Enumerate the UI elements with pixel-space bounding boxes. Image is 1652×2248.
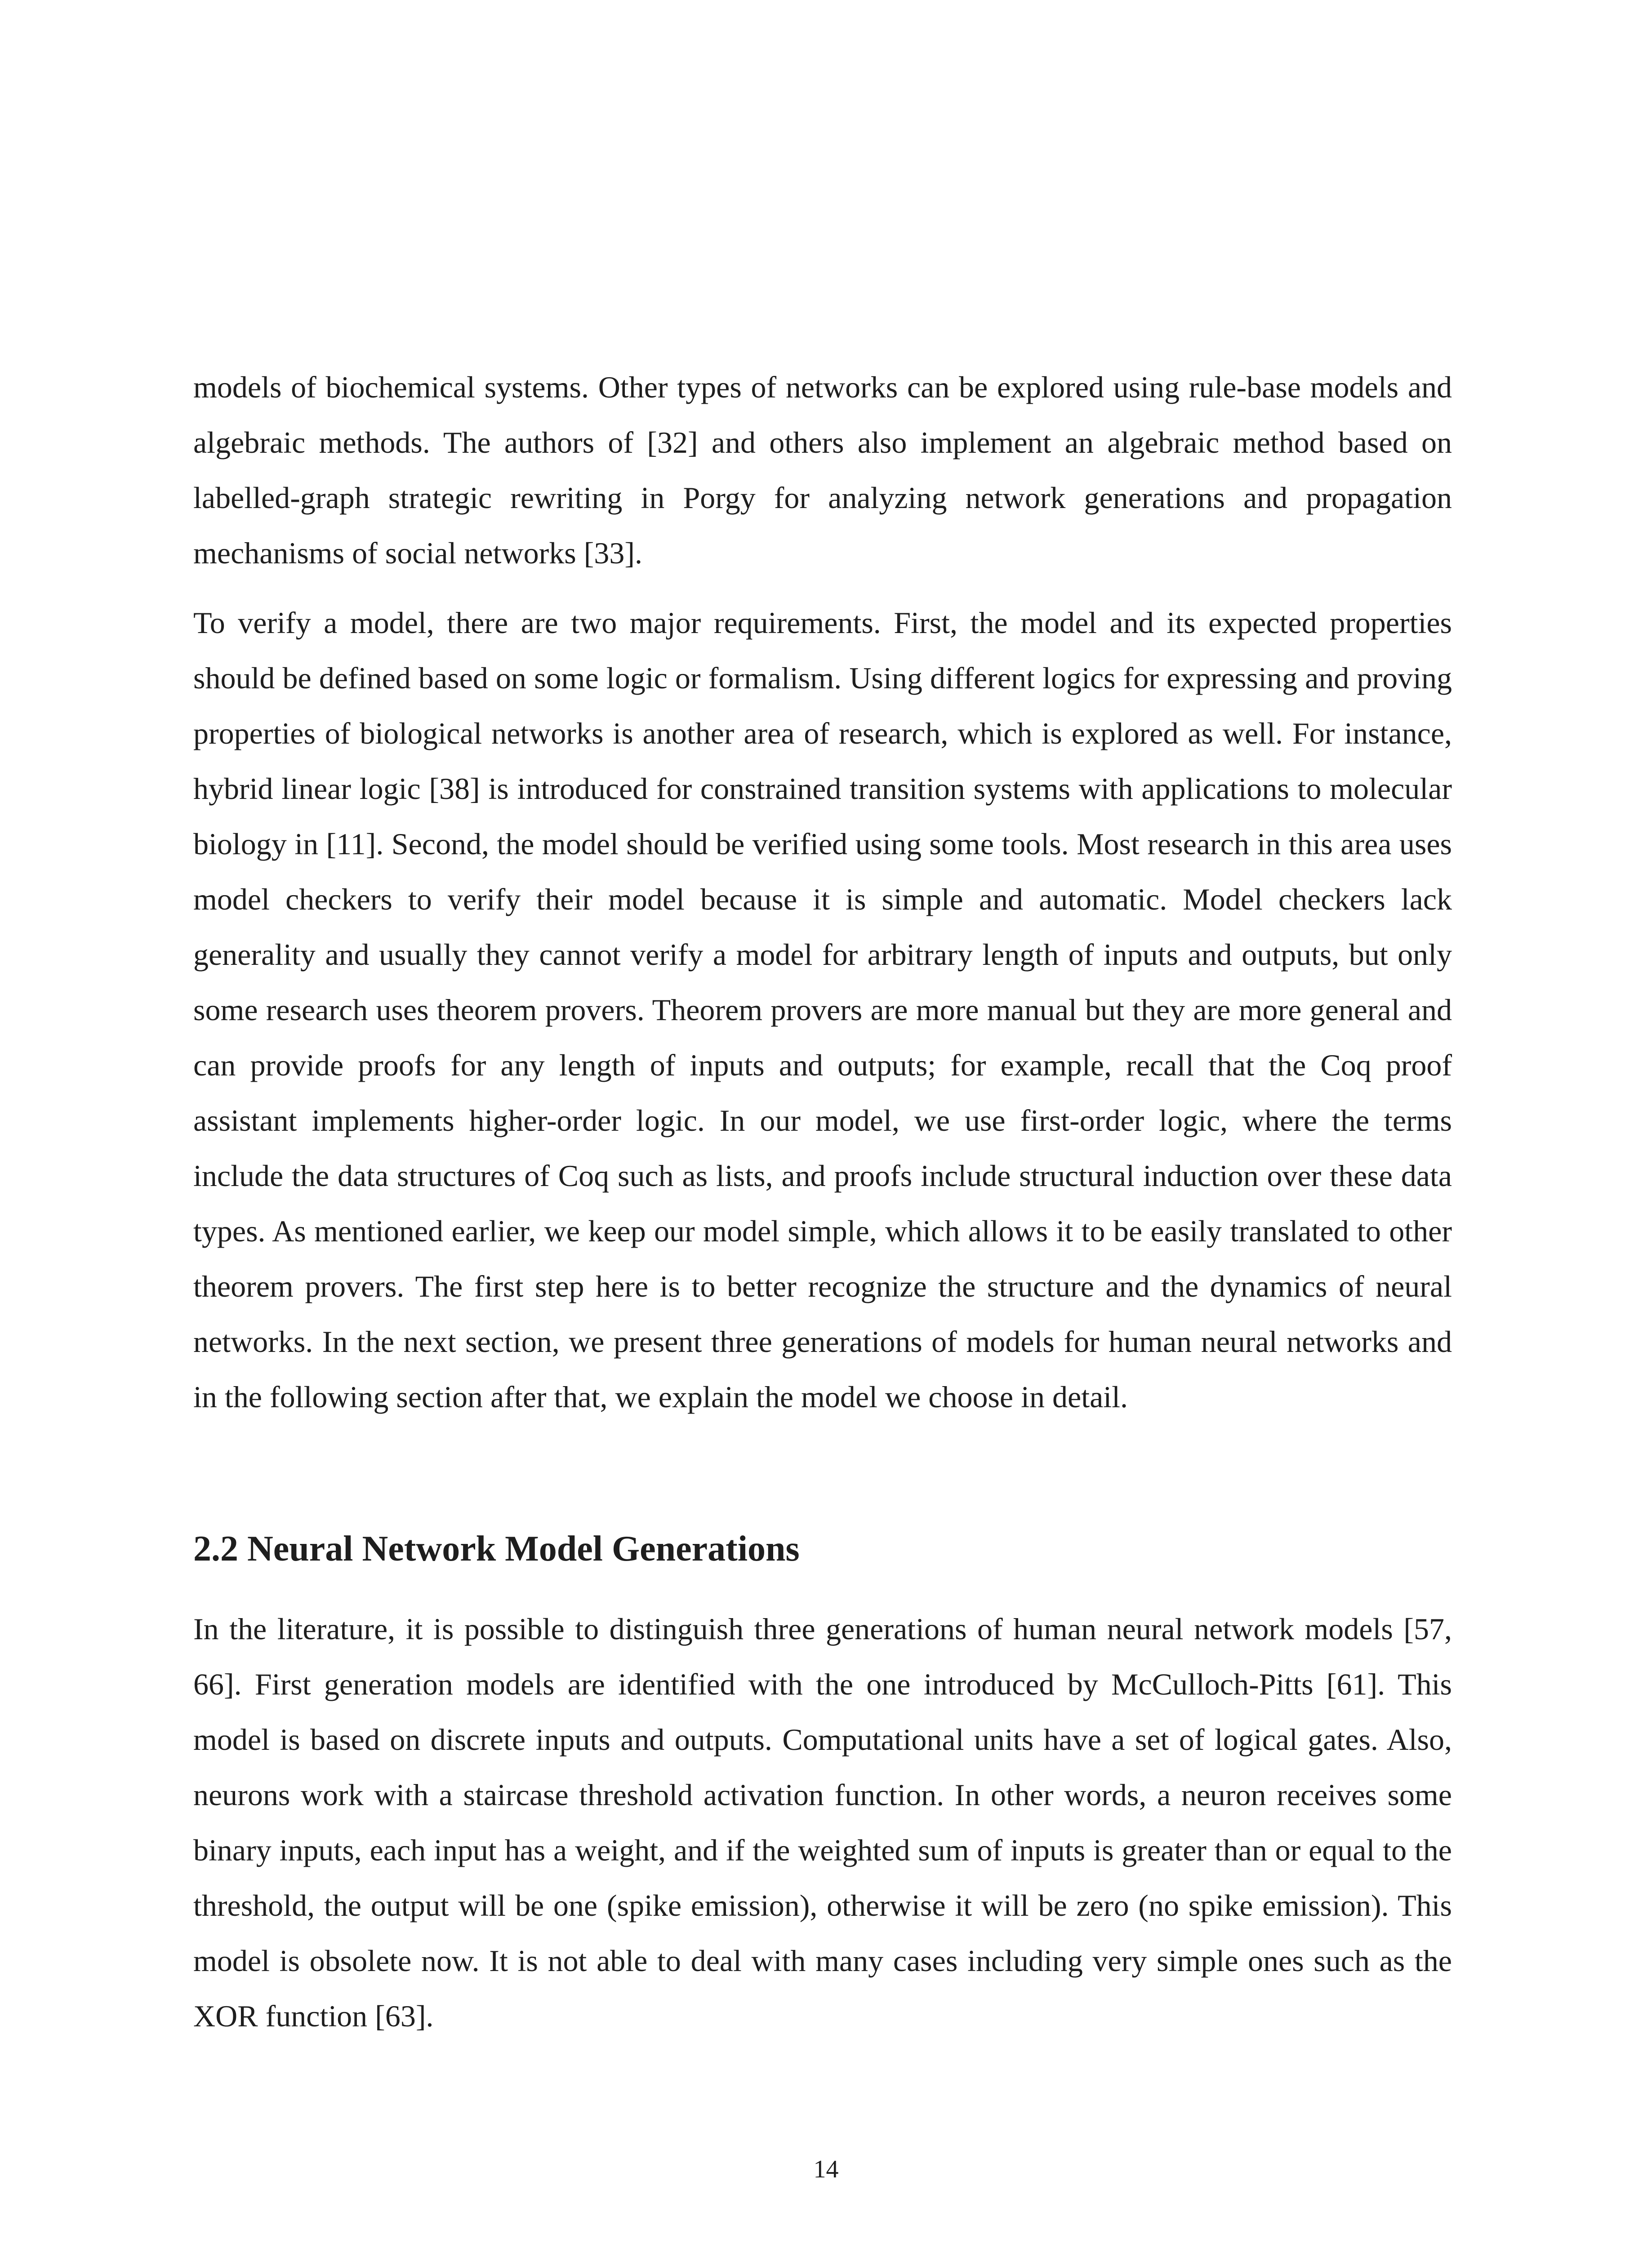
paragraph-model-verification: To verify a model, there are two major requirements. First, the model and its expected properties should be defined based on some logic or formalism. Using different logics for expressing and proving properties of biological networks is another area of research, which is explored as well. For instance, hybrid linear logic [38] is introduced for constrained transition systems with applications to molecular biology in [11]. Second, the model should be verified using some tools. Most research in this area uses model checkers to verify their model because it is simple and automatic. Model checkers lack generality and usually they cannot verify a model for arbitrary length of inputs and outputs, but only some research uses theorem provers. Theorem provers are more manual but they are more general and can provide proofs for any length of inputs and outputs; for example, recall that the Coq proof assistant implements higher-order logic. In our model, we use first-order logic, where the terms include the data structures of Coq such as lists, and proofs include structural induction over these data types. As mentioned earlier, we keep our model simple, which allows it to be easily translated to other theorem provers. The first step here is to better recognize the structure and the dynamics of neural networks. In the next section, we present three generations of models for human neural networks and in the following section after that, we explain the model we choose in detail. [193,606,1452,1414]
paragraph-model-generations: In the literature, it is possible to distinguish three generations of human neural network models [57, 66]. First generation models are identified with the one introduced by McCulloch-Pitts [61]. This model is based on discrete inputs and outputs. Computational units have a set of logical gates. Also, neurons work with a staircase threshold activation function. In other words, a neuron receives some binary inputs, each input has a weight, and if the weighted sum of inputs is greater than or equal to the threshold, the output will be one (spike emission), otherwise it will be zero (no spike emission). This model is obsolete now. It is not able to deal with many cases including very simple ones such as the XOR function [63]. [193,1612,1452,2033]
page-number: 14 [813,2155,839,2183]
section-heading: 2.2 Neural Network Model Generations [193,1529,800,1569]
page-body [193,360,1452,2044]
paragraph-biochemical-models: models of biochemical systems. Other types of networks can be explored using rule-base models and algebraic methods. The authors of [32] and others also implement an algebraic method based on labelled-graph strategic rewriting in Porgy for analyzing network generations and propagation mechanisms of social networks [33]. [193,370,1452,570]
